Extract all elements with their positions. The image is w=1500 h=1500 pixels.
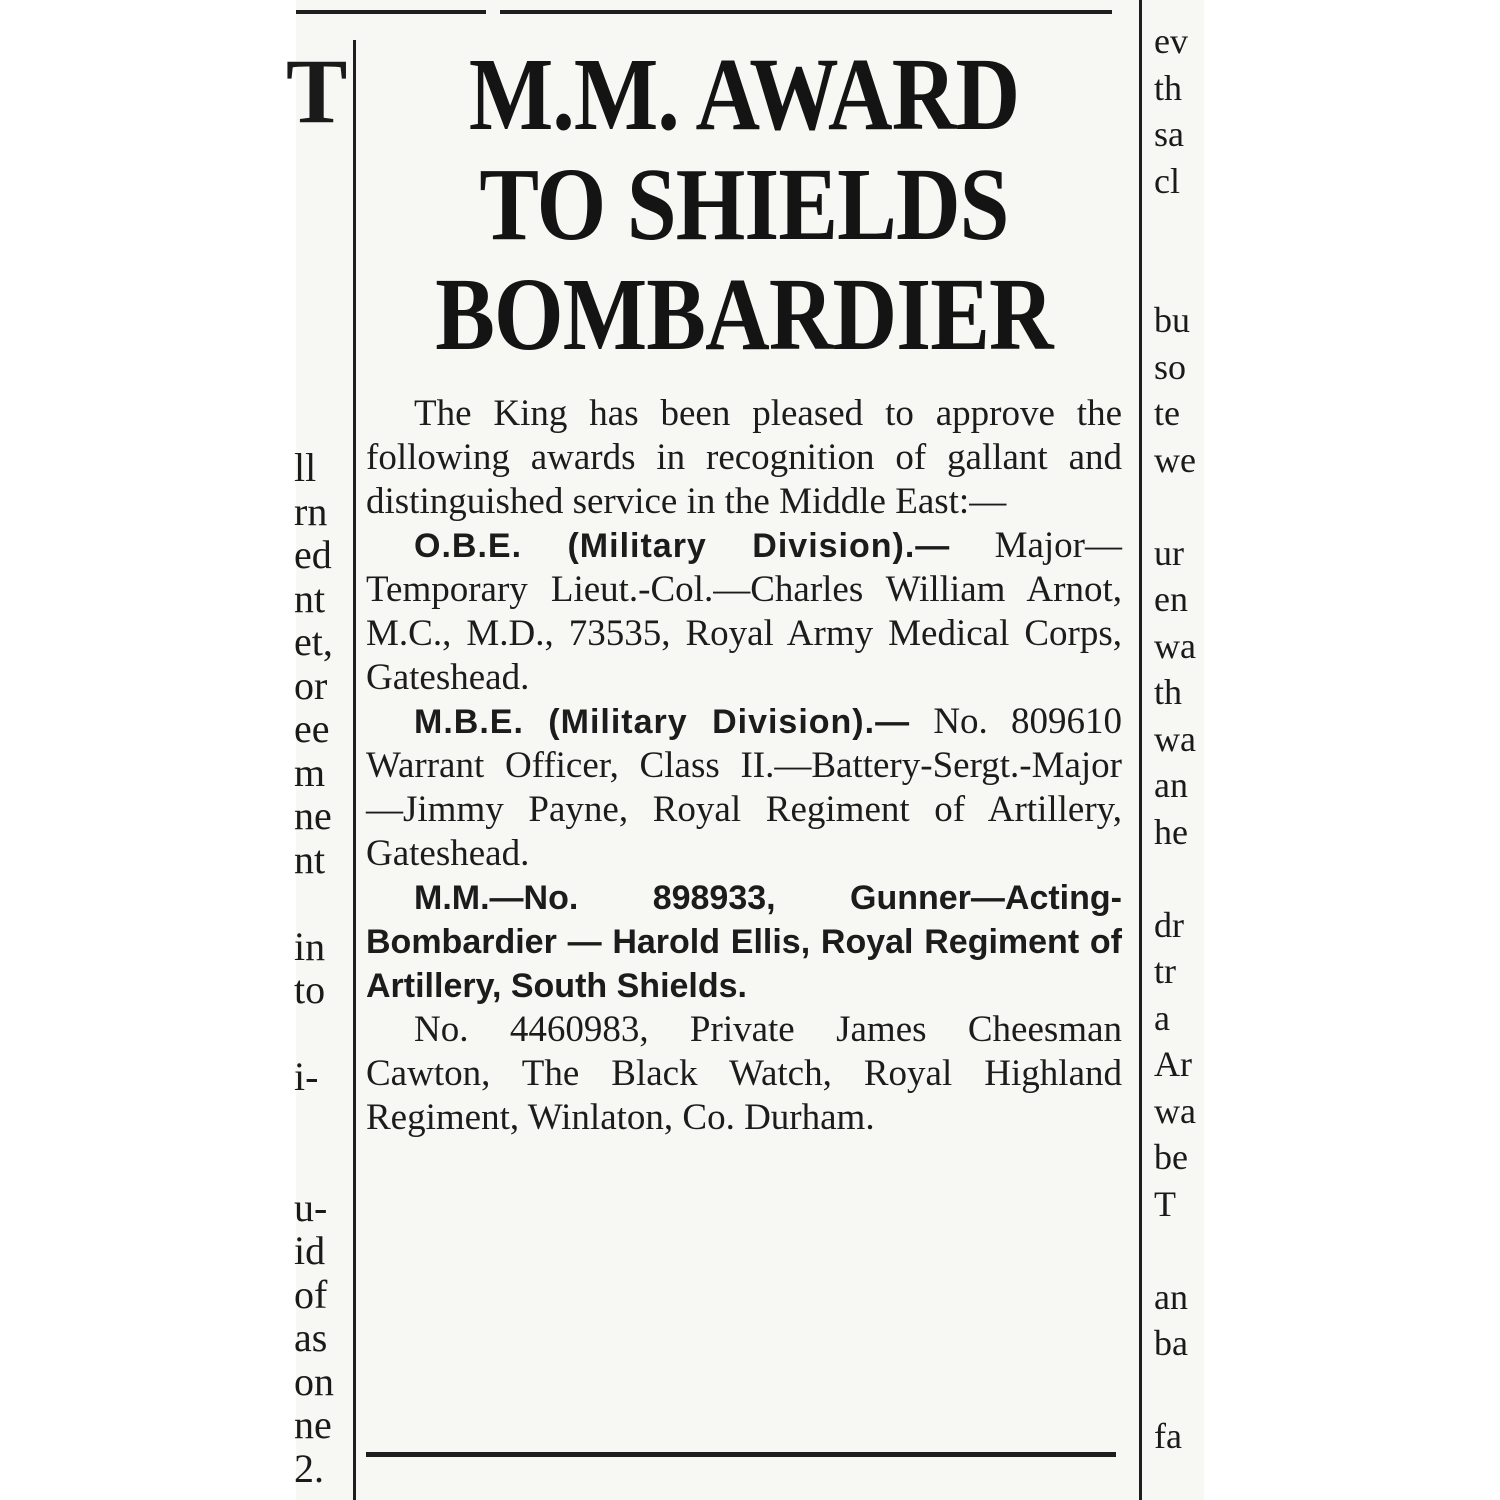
right-fragment-line: ev [1154, 21, 1188, 61]
right-fragment-line: an [1154, 765, 1188, 805]
left-fragment-line: m [294, 749, 326, 795]
right-fragment-line: en [1154, 579, 1188, 619]
left-fragment-line: or [294, 662, 328, 708]
right-fragment-line: te [1154, 393, 1180, 433]
right-fragment-line: be [1154, 1137, 1188, 1177]
headline-line-2: TO SHIELDS [479, 147, 1009, 262]
headline [419, 37, 1069, 372]
right-fragment-line: dr [1154, 904, 1184, 945]
right-fragment-line: cl [1154, 160, 1180, 201]
left-fragment-line: rn [294, 488, 328, 534]
right-fragment-line: tr [1154, 951, 1176, 991]
right-fragment-line: a [1154, 997, 1170, 1038]
left-fragment-line: 2. [294, 1445, 324, 1491]
left-fragment-line: ee [294, 706, 330, 751]
right-fragment-line: so [1154, 346, 1187, 387]
mbe-paragraph [366, 700, 1122, 876]
left-fragment-line: ne [294, 1402, 332, 1447]
right-column-fragments [1152, 0, 1212, 1500]
headline-line-3: BOMBARDIER [435, 257, 1053, 372]
left-fragment-line: of [294, 1271, 328, 1317]
right-fragment-line: th [1154, 67, 1183, 108]
top-rule-main [500, 10, 1112, 14]
bottom-rule [366, 1452, 1116, 1457]
left-fragment-line: as [294, 1315, 328, 1360]
right-fragment-line: wa [1154, 718, 1196, 759]
headline-line-1: M.M. AWARD [468, 37, 1020, 152]
right-column-rule [1139, 0, 1142, 1500]
article-body [366, 392, 1122, 1140]
left-fragment-line: to [294, 967, 326, 1012]
mbe-text: No. 809610 Warrant Officer, Class II.—Battery-Sergt.-Major—Jimmy Payne, Royal Regiment of Artillery, Gateshead. [366, 701, 1122, 874]
left-fragment-line: nt [294, 575, 326, 621]
right-fragment-line: th [1154, 672, 1183, 712]
right-fragment-line: fa [1154, 1416, 1182, 1456]
right-fragment-line: sa [1154, 114, 1184, 154]
left-fragment-line: i- [294, 1054, 319, 1099]
left-fragment-line: in [294, 923, 326, 969]
private-paragraph: No. 4460983, Private James Cheesman Cawton, The Black Watch, Royal Highland Regiment, Winlaton, Co. Durham. [366, 1009, 1122, 1138]
right-fragment-line: ba [1154, 1323, 1188, 1363]
right-fragment-line: bu [1154, 300, 1190, 340]
left-fragment-line: et, [294, 619, 333, 664]
right-fragment-line: Ar [1154, 1044, 1192, 1084]
left-fragment-line: on [294, 1358, 334, 1404]
left-column-fragments [286, 0, 356, 1500]
right-fragment-line: wa [1154, 1090, 1196, 1131]
left-fragment-line: ed [294, 532, 332, 577]
right-fragment-line: he [1154, 811, 1188, 852]
left-fragment-line: nt [294, 836, 326, 882]
left-fragment-big: T [286, 40, 348, 142]
left-fragment-line: ne [294, 793, 332, 838]
mm-paragraph: M.M.—No. 898933, Gunner—Acting-Bombardier — Harold Ellis, Royal Regiment of Artillery, South Shields. [366, 879, 1122, 1005]
obe-heading: O.B.E. (Military Division).— [414, 527, 951, 565]
obe-text: Major—Temporary Lieut.-Col.—Charles William Arnot, M.C., M.D., 73535, Royal Army Medical Corps, Gateshead. [366, 525, 1123, 698]
intro-paragraph: The King has been pleased to approve the following awards in recognition of gallant and distinguished service in the Middle East:— [366, 393, 1122, 522]
right-fragment-line: we [1154, 439, 1196, 480]
left-fragment-line: id [294, 1228, 326, 1273]
right-fragment-line: ur [1154, 532, 1184, 573]
left-fragment-line: u- [294, 1184, 328, 1230]
mbe-heading: M.B.E. (Military Division).— [414, 703, 911, 741]
left-fragment-line: ll [294, 445, 317, 490]
article [366, 37, 1123, 1140]
right-fragment-line: T [1154, 1183, 1176, 1224]
obe-paragraph [366, 524, 1122, 700]
right-fragment-line: an [1154, 1276, 1188, 1317]
newspaper-clipping [286, 0, 1204, 1500]
right-fragment-line: wa [1154, 625, 1196, 666]
